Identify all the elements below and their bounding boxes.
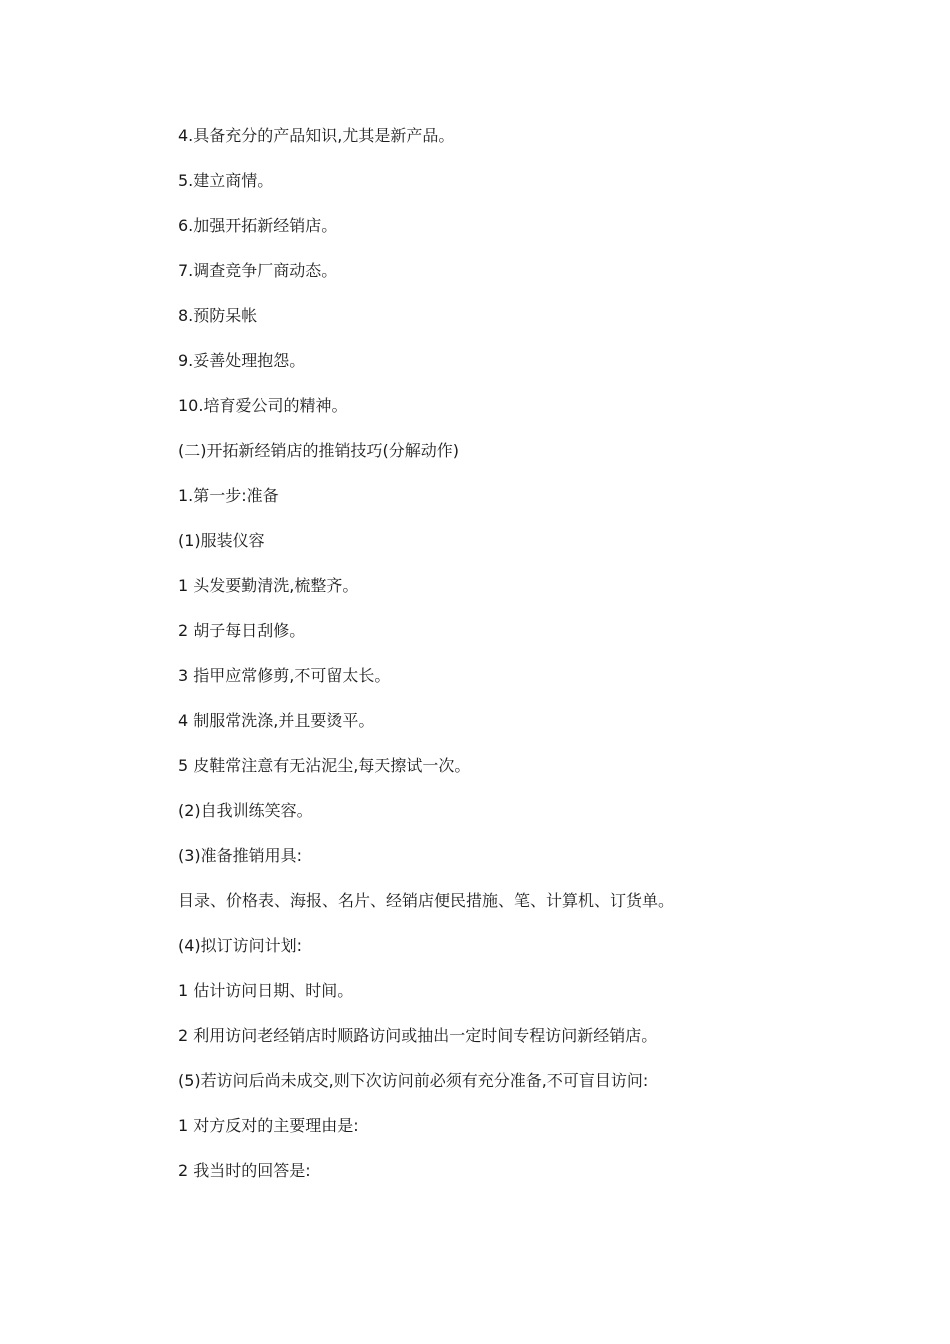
text-line: 9.妥善处理抱怨。 (178, 351, 306, 370)
text-line: 4.具备充分的产品知识,尤其是新产品。 (178, 126, 455, 145)
text-line: 6.加强开拓新经销店。 (178, 216, 338, 235)
text-line: 2 我当时的回答是: (178, 1161, 311, 1180)
section-heading: (二)开拓新经销店的推销技巧(分解动作) (178, 441, 459, 460)
text-line: 5 皮鞋常注意有无沾泥尘,每天擦试一次。 (178, 756, 471, 775)
text-line: 2 利用访问老经销店时顺路访问或抽出一定时间专程访问新经销店。 (178, 1026, 658, 1045)
step-heading: 1.第一步:准备 (178, 486, 279, 505)
sub-heading: (4)拟订访问计划: (178, 936, 303, 955)
text-line: 3 指甲应常修剪,不可留太长。 (178, 666, 391, 685)
text-line: 8.预防呆帐 (178, 306, 258, 325)
sub-heading: (3)准备推销用具: (178, 846, 303, 865)
text-line: 5.建立商情。 (178, 171, 274, 190)
text-line: 7.调查竞争厂商动态。 (178, 261, 338, 280)
sub-heading: (1)服装仪容 (178, 531, 265, 550)
text-line: 目录、价格表、海报、名片、经销店便民措施、笔、计算机、订货单。 (178, 891, 675, 910)
sub-heading: (2)自我训练笑容。 (178, 801, 313, 820)
text-line: 1 头发要勤清洗,梳整齐。 (178, 576, 359, 595)
text-line: 10.培育爱公司的精神。 (178, 396, 348, 415)
text-line: 1 估计访问日期、时间。 (178, 981, 354, 1000)
text-line: 1 对方反对的主要理由是: (178, 1116, 359, 1135)
text-line: 2 胡子每日刮修。 (178, 621, 306, 640)
document-body (178, 124, 878, 1204)
text-line: 4 制服常洗涤,并且要烫平。 (178, 711, 375, 730)
sub-heading: (5)若访问后尚未成交,则下次访问前必须有充分准备,不可盲目访问: (178, 1071, 649, 1090)
